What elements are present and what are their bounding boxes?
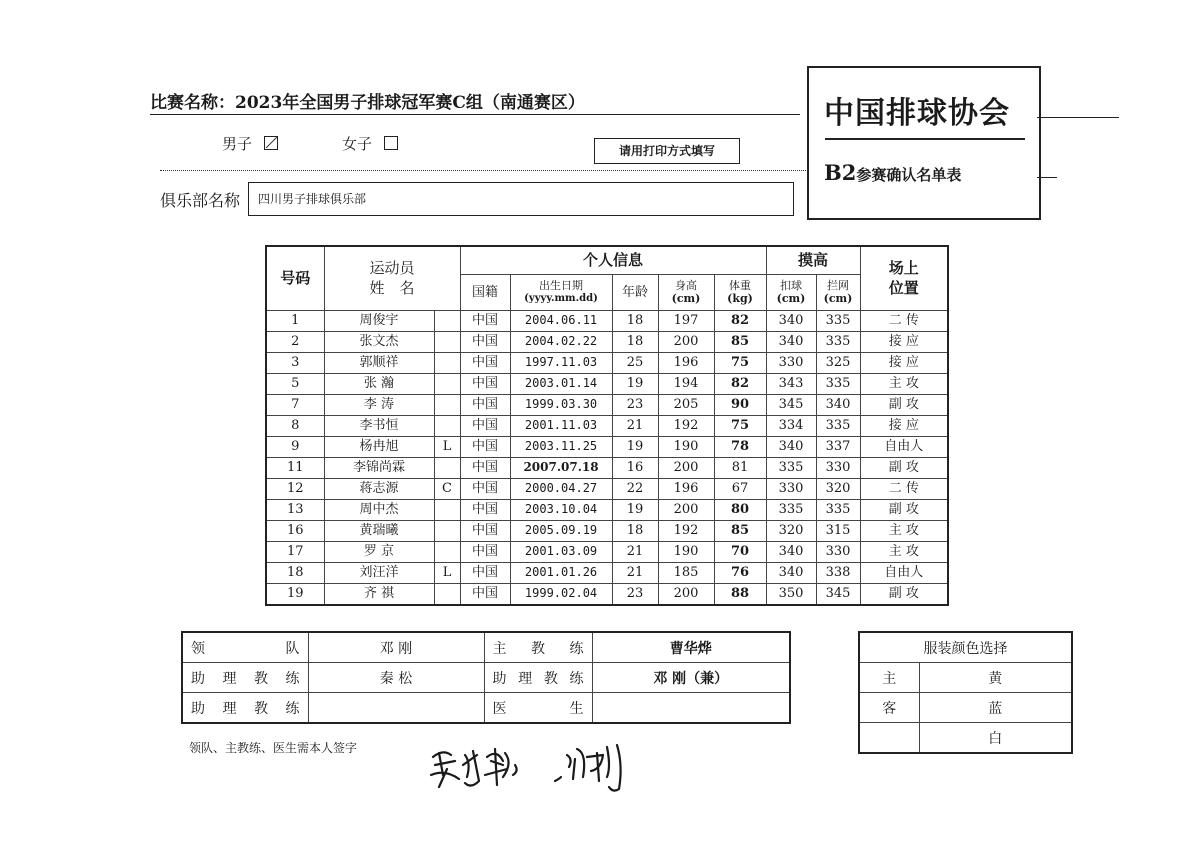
uniform-header-row: [859, 632, 1072, 663]
player-height: 194: [658, 373, 714, 394]
player-role: [434, 415, 460, 436]
player-height: 192: [658, 415, 714, 436]
player-spike: 340: [766, 436, 816, 457]
uniform-extra-label: [859, 723, 919, 754]
player-height: 190: [658, 436, 714, 457]
player-dob: 1999.02.04: [510, 583, 612, 605]
form-title-text: 参赛确认名单表: [856, 166, 962, 184]
player-name: 李书恒: [324, 415, 434, 436]
player-age: 22: [612, 478, 658, 499]
gender-male: [222, 133, 278, 154]
player-block: 330: [816, 457, 860, 478]
assistant-coach-value-right: 邓 刚（兼）: [592, 663, 790, 693]
player-nationality: 中国: [460, 457, 510, 478]
club-name: 四川男子排球俱乐部: [258, 192, 367, 206]
player-block: 335: [816, 331, 860, 352]
player-number: 12: [266, 478, 324, 499]
player-dob: 2001.11.03: [510, 415, 612, 436]
player-nationality: 中国: [460, 436, 510, 457]
player-role: [434, 331, 460, 352]
uniform-row: [859, 693, 1072, 723]
player-block: 335: [816, 499, 860, 520]
header-personal-info: 个人信息: [460, 246, 766, 274]
dotted-separator: [160, 170, 808, 171]
player-position: 自由人: [860, 562, 948, 583]
female-checkbox-icon[interactable]: [384, 136, 398, 150]
player-age: 25: [612, 352, 658, 373]
club-label: 俱乐部名称: [160, 191, 241, 210]
player-block: 337: [816, 436, 860, 457]
player-spike: 320: [766, 520, 816, 541]
player-age: 16: [612, 457, 658, 478]
player-dob: 1997.11.03: [510, 352, 612, 373]
player-row: [266, 520, 948, 541]
player-age: 21: [612, 415, 658, 436]
player-weight: 81: [714, 457, 766, 478]
team-leader-label: 领队: [182, 632, 308, 663]
header-spike: [766, 274, 816, 310]
player-block: 315: [816, 520, 860, 541]
competition-underline: [150, 114, 800, 115]
player-number: 18: [266, 562, 324, 583]
header-spike-line2: (cm): [776, 292, 806, 305]
player-height: 192: [658, 520, 714, 541]
player-height: 190: [658, 541, 714, 562]
assistant-coach-value-2: [308, 693, 484, 724]
player-number: 19: [266, 583, 324, 605]
player-height: 196: [658, 478, 714, 499]
player-spike: 330: [766, 478, 816, 499]
gender-male-label: 男子: [222, 135, 253, 153]
player-name: 李锦尚霖: [324, 457, 434, 478]
header-number: 号码: [266, 246, 324, 310]
player-age: 19: [612, 436, 658, 457]
staff-table: [181, 631, 791, 724]
player-age: 18: [612, 331, 658, 352]
player-height: 196: [658, 352, 714, 373]
handwritten-signature-icon: [425, 735, 655, 795]
uniform-color-table: [858, 631, 1073, 754]
player-spike: 340: [766, 331, 816, 352]
player-position: 副 攻: [860, 457, 948, 478]
player-role: [434, 520, 460, 541]
player-age: 18: [612, 310, 658, 331]
competition-name: 比赛名称：2023年全国男子排球冠军赛C组（南通赛区）: [150, 93, 585, 113]
association-title: 中国排球协会: [824, 96, 1010, 131]
player-row: [266, 541, 948, 562]
player-number: 1: [266, 310, 324, 331]
player-block: 338: [816, 562, 860, 583]
player-spike: 340: [766, 562, 816, 583]
player-height: 200: [658, 331, 714, 352]
player-role: [434, 352, 460, 373]
player-position: 接 应: [860, 415, 948, 436]
header-nationality: 国籍: [460, 274, 510, 310]
player-position: 自由人: [860, 436, 948, 457]
player-weight: 85: [714, 520, 766, 541]
player-weight: 76: [714, 562, 766, 583]
header-dob-line1: 出生日期: [539, 279, 584, 292]
player-spike: 340: [766, 541, 816, 562]
player-dob: 2003.11.25: [510, 436, 612, 457]
player-role: [434, 499, 460, 520]
header-athlete-line1: 运动员: [369, 259, 415, 278]
player-nationality: 中国: [460, 373, 510, 394]
player-dob: 2007.07.18: [510, 457, 612, 478]
player-number: 11: [266, 457, 324, 478]
player-weight: 82: [714, 373, 766, 394]
player-block: 345: [816, 583, 860, 605]
form-code: B2: [824, 160, 857, 185]
header-position-line2: 位置: [888, 279, 919, 298]
player-weight: 88: [714, 583, 766, 605]
player-role: [434, 373, 460, 394]
player-nationality: 中国: [460, 331, 510, 352]
player-block: 325: [816, 352, 860, 373]
player-spike: 340: [766, 310, 816, 331]
player-weight: 67: [714, 478, 766, 499]
player-name: 杨冉旭: [324, 436, 434, 457]
signature-note: 领队、主教练、医生需本人签字: [189, 741, 358, 755]
player-block: 335: [816, 415, 860, 436]
player-block: 340: [816, 394, 860, 415]
player-number: 8: [266, 415, 324, 436]
player-weight: 75: [714, 415, 766, 436]
player-age: 19: [612, 373, 658, 394]
header-spike-line1: 扣球: [780, 279, 803, 292]
head-coach-label: 主教练: [484, 632, 592, 663]
player-nationality: 中国: [460, 394, 510, 415]
player-position: 主 攻: [860, 520, 948, 541]
player-role: [434, 583, 460, 605]
header-weight-line1: 体重: [729, 279, 752, 292]
uniform-away-label: 客: [859, 693, 919, 723]
doctor-value: [592, 693, 790, 724]
player-nationality: 中国: [460, 520, 510, 541]
uniform-extra-value: 白: [919, 723, 1072, 754]
right-line: [1037, 117, 1119, 118]
player-spike: 343: [766, 373, 816, 394]
print-note: 请用打印方式填写: [594, 138, 740, 164]
player-nationality: 中国: [460, 310, 510, 331]
staff-row: [182, 632, 790, 663]
player-row: [266, 583, 948, 605]
header-height: [658, 274, 714, 310]
header-position-line1: 场上: [888, 259, 919, 278]
player-name: 李 涛: [324, 394, 434, 415]
player-number: 5: [266, 373, 324, 394]
player-role: [434, 457, 460, 478]
player-dob: 2001.03.09: [510, 541, 612, 562]
header-weight-line2: (kg): [727, 292, 753, 305]
player-dob: 2000.04.27: [510, 478, 612, 499]
header-age: 年龄: [612, 274, 658, 310]
player-role: [434, 310, 460, 331]
player-number: 7: [266, 394, 324, 415]
player-weight: 82: [714, 310, 766, 331]
player-nationality: 中国: [460, 541, 510, 562]
player-age: 23: [612, 394, 658, 415]
association-rule: [825, 138, 1025, 140]
assistant-coach-value-1: 秦 松: [308, 663, 484, 693]
player-name: 周俊宇: [324, 310, 434, 331]
player-age: 19: [612, 499, 658, 520]
uniform-away-value: 蓝: [919, 693, 1072, 723]
player-row: [266, 352, 948, 373]
player-spike: 335: [766, 457, 816, 478]
male-checkbox-icon[interactable]: [264, 136, 278, 150]
player-nationality: 中国: [460, 562, 510, 583]
uniform-home-value: 黄: [919, 663, 1072, 693]
player-name: 罗 京: [324, 541, 434, 562]
player-dob: 2001.01.26: [510, 562, 612, 583]
player-dob: 2005.09.19: [510, 520, 612, 541]
player-role: [434, 394, 460, 415]
player-weight: 75: [714, 352, 766, 373]
player-row: [266, 562, 948, 583]
player-block: 335: [816, 310, 860, 331]
player-position: 副 攻: [860, 583, 948, 605]
header-weight: [714, 274, 766, 310]
player-position: 副 攻: [860, 394, 948, 415]
player-number: 9: [266, 436, 324, 457]
player-spike: 335: [766, 499, 816, 520]
player-dob: 2003.01.14: [510, 373, 612, 394]
player-name: 蒋志源: [324, 478, 434, 499]
player-height: 205: [658, 394, 714, 415]
player-nationality: 中国: [460, 499, 510, 520]
player-weight: 80: [714, 499, 766, 520]
player-number: 2: [266, 331, 324, 352]
player-block: 335: [816, 373, 860, 394]
player-row: [266, 373, 948, 394]
player-spike: 345: [766, 394, 816, 415]
header-height-line2: (cm): [671, 292, 701, 305]
header-dob: [510, 274, 612, 310]
player-spike: 350: [766, 583, 816, 605]
header-athlete: [324, 246, 460, 310]
gender-female-label: 女子: [342, 135, 373, 153]
player-block: 330: [816, 541, 860, 562]
header-position: [860, 246, 948, 310]
player-position: 接 应: [860, 331, 948, 352]
player-row: [266, 478, 948, 499]
player-dob: 2004.02.22: [510, 331, 612, 352]
staff-row: [182, 693, 790, 724]
player-height: 197: [658, 310, 714, 331]
header-reach: 摸高: [766, 246, 860, 274]
player-height: 185: [658, 562, 714, 583]
player-dob: 2004.06.11: [510, 310, 612, 331]
player-position: 二 传: [860, 310, 948, 331]
player-name: 张 瀚: [324, 373, 434, 394]
player-name: 周中杰: [324, 499, 434, 520]
gender-female: [342, 133, 398, 154]
player-nationality: 中国: [460, 478, 510, 499]
roster-body: [266, 310, 948, 605]
header-height-line1: 身高: [675, 279, 698, 292]
assistant-coach-label-2: 助理教练: [182, 693, 308, 724]
player-role: C: [434, 478, 460, 499]
player-spike: 330: [766, 352, 816, 373]
player-number: 16: [266, 520, 324, 541]
player-role: [434, 541, 460, 562]
player-row: [266, 436, 948, 457]
player-spike: 334: [766, 415, 816, 436]
player-dob: 2003.10.04: [510, 499, 612, 520]
player-weight: 90: [714, 394, 766, 415]
form-title: [824, 160, 961, 185]
player-name: 黄瑞曦: [324, 520, 434, 541]
player-number: 3: [266, 352, 324, 373]
doctor-label: 医生: [484, 693, 592, 724]
header-block: [816, 274, 860, 310]
player-age: 18: [612, 520, 658, 541]
player-nationality: 中国: [460, 583, 510, 605]
player-row: [266, 310, 948, 331]
player-name: 齐 祺: [324, 583, 434, 605]
player-role: L: [434, 436, 460, 457]
player-height: 200: [658, 583, 714, 605]
player-nationality: 中国: [460, 352, 510, 373]
player-block: 320: [816, 478, 860, 499]
player-row: [266, 331, 948, 352]
player-position: 接 应: [860, 352, 948, 373]
player-age: 23: [612, 583, 658, 605]
player-age: 21: [612, 541, 658, 562]
player-nationality: 中国: [460, 415, 510, 436]
player-dob: 1999.03.30: [510, 394, 612, 415]
player-name: 郭顺祥: [324, 352, 434, 373]
player-position: 主 攻: [860, 541, 948, 562]
assistant-coach-label-right: 助理教练: [484, 663, 592, 693]
player-number: 17: [266, 541, 324, 562]
player-name: 张文杰: [324, 331, 434, 352]
player-position: 副 攻: [860, 499, 948, 520]
header-athlete-line2: 姓 名: [369, 279, 415, 298]
player-weight: 85: [714, 331, 766, 352]
player-row: [266, 394, 948, 415]
player-row: [266, 415, 948, 436]
player-height: 200: [658, 499, 714, 520]
header-block-line1: 拦网: [827, 279, 850, 292]
right-line-short: [1037, 177, 1057, 178]
player-position: 主 攻: [860, 373, 948, 394]
roster-table: [265, 245, 949, 606]
player-number: 13: [266, 499, 324, 520]
player-position: 二 传: [860, 478, 948, 499]
header-block-line2: (cm): [823, 292, 853, 305]
header-dob-line2: (yyyy.mm.dd): [524, 293, 598, 304]
player-weight: 78: [714, 436, 766, 457]
assistant-coach-label: 助理教练: [182, 663, 308, 693]
player-height: 200: [658, 457, 714, 478]
player-name: 刘汪洋: [324, 562, 434, 583]
head-coach-value: 曹华烨: [592, 632, 790, 663]
player-weight: 70: [714, 541, 766, 562]
uniform-row: [859, 723, 1072, 754]
staff-row: [182, 663, 790, 693]
player-row: [266, 499, 948, 520]
team-leader-value: 邓 刚: [308, 632, 484, 663]
uniform-home-label: 主: [859, 663, 919, 693]
player-role: L: [434, 562, 460, 583]
uniform-row: [859, 663, 1072, 693]
uniform-title: 服装颜色选择: [859, 632, 1072, 663]
player-row: [266, 457, 948, 478]
player-age: 21: [612, 562, 658, 583]
